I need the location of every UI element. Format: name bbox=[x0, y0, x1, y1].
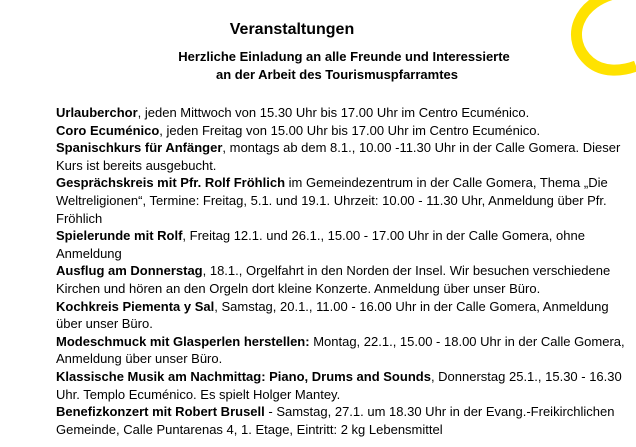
event-item bbox=[56, 262, 626, 297]
page-title: Veranstaltungen bbox=[229, 21, 355, 38]
event-name: Modeschmuck mit Glasperlen herstellen: bbox=[56, 333, 310, 349]
event-details: , montags ab dem 8.1., 10.00 -11.30 Uhr in der Calle Gomera. Dieser Kurs ist bereits ausgebucht. bbox=[56, 140, 621, 173]
event-name: Spielerunde mit Rolf bbox=[56, 228, 183, 244]
event-details: , jeden Freitag von 15.00 Uhr bis 17.00 Uhr im Centro Ecuménico. bbox=[159, 122, 541, 138]
event-name: Coro Ecuménico bbox=[56, 122, 160, 138]
event-item bbox=[56, 368, 626, 403]
event-details: - Samstag, 27.1. um 18.30 Uhr in der Evang.-Freikirchlichen Gemeinde, Calle Puntarenas 4, 1. Etage, Eintritt: 2 kg Lebensmittel bbox=[56, 404, 615, 437]
subtitle-line-1: Herzliche Einladung an alle Freunde und Interessierte bbox=[178, 49, 510, 64]
event-details: , Donnerstag 25.1., 15.30 - 16.30 Uhr. Templo Ecuménico. Es spielt Holger Mantey. bbox=[56, 368, 622, 402]
event-name: Benefizkonzert mit Robert Brusell bbox=[56, 404, 265, 420]
event-name: Klassische Musik am Nachmittag: Piano, Drums and Sounds bbox=[56, 368, 431, 384]
event-item bbox=[56, 333, 626, 368]
event-name: Kochkreis Piementa y Sal bbox=[56, 298, 215, 314]
event-item bbox=[56, 227, 626, 262]
event-name: Urlauberchor bbox=[56, 105, 138, 120]
event-details: Montag, 22.1., 15.00 - 18.00 Uhr in der Calle Gomera, Anmeldung über unser Büro. bbox=[56, 333, 625, 367]
event-name: Spanischkurs für Anfänger bbox=[56, 140, 223, 156]
event-details: , Freitag 12.1. und 26.1., 15.00 - 17.00 Uhr in der Calle Gomera, ohne Anmeldung bbox=[56, 228, 585, 261]
event-item bbox=[56, 139, 626, 174]
event-details: im Gemeindezentrum in der Calle Gomera, Thema „Die Weltreligionen“, Termine: Freitag, 5.1. und 19.1. Uhrzeit: 10.00 - 11.30 Uhr, Anmeldung über Pfr. Fröhlich bbox=[56, 175, 608, 226]
subtitle-line-2: an der Arbeit des Tourismuspfarramtes bbox=[215, 67, 458, 82]
event-details: , jeden Mittwoch von 15.30 Uhr bis 17.00 Uhr im Centro Ecuménico. bbox=[137, 105, 530, 120]
event-item bbox=[56, 403, 626, 438]
event-list bbox=[56, 104, 626, 438]
event-details: , Samstag, 20.1., 11.00 - 16.00 Uhr in der Calle Gomera, Anmeldung über unser Büro. bbox=[56, 298, 609, 332]
header bbox=[0, 20, 636, 84]
event-name: Gesprächskreis mit Pfr. Rolf Fröhlich bbox=[56, 175, 286, 191]
event-item bbox=[56, 104, 626, 122]
event-name: Ausflug am Donnerstag bbox=[56, 263, 203, 279]
event-details: , 18.1., Orgelfahrt in den Norden der Insel. Wir besuchen verschiedene Kirchen und hören an den Orgeln dort kleine Konzerte. Anmeldung über unser Büro. bbox=[56, 263, 611, 296]
event-item bbox=[56, 122, 626, 140]
event-item bbox=[56, 298, 626, 333]
event-item bbox=[56, 174, 626, 227]
